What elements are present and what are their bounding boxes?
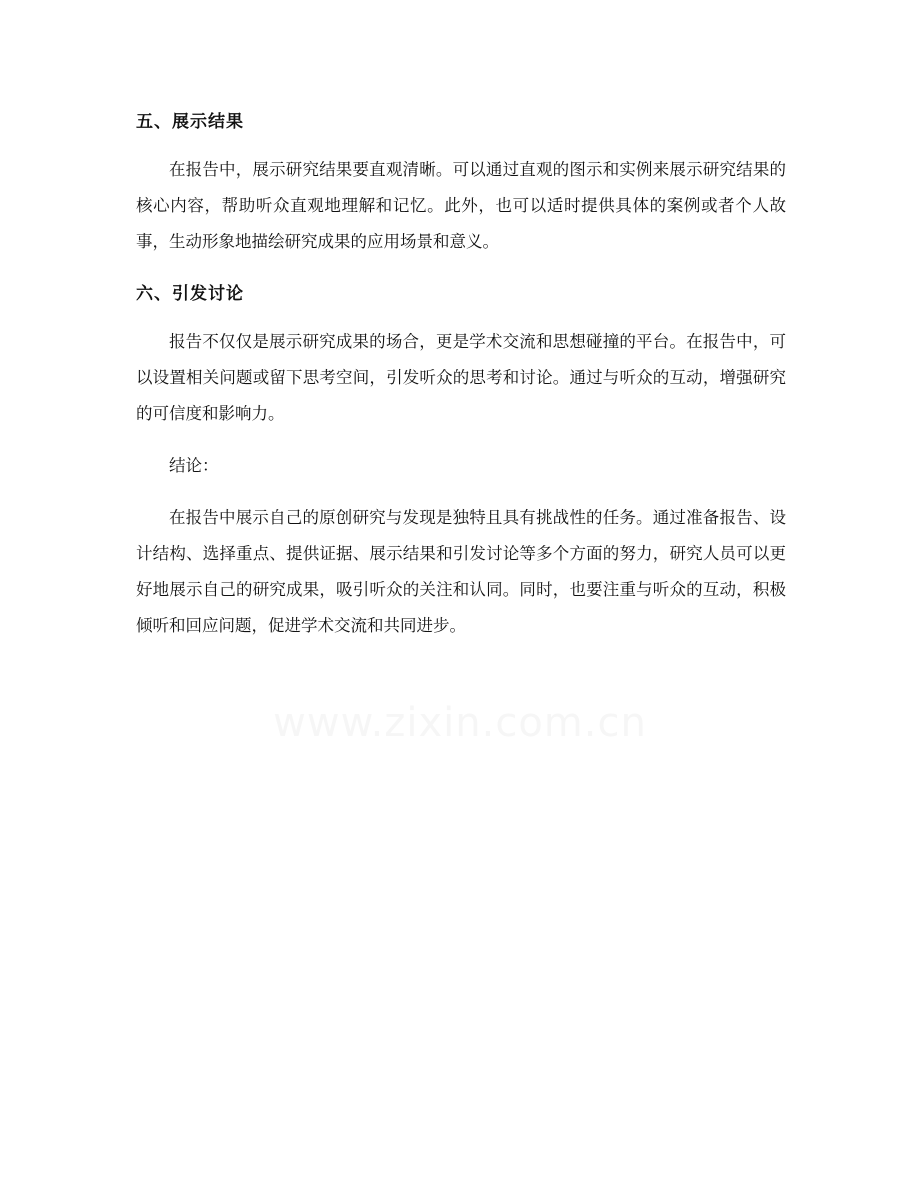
- conclusion-label: 结论：: [169, 456, 219, 475]
- section-heading-results: 五、展示结果: [136, 112, 244, 132]
- watermark: www.zixin.com.cn: [273, 700, 647, 746]
- conclusion-paragraph: 在报告中展示自己的原创研究与发现是独特且具有挑战性的任务。通过准备报告、设计结构、选择重点、提供证据、展示结果和引发讨论等多个方面的努力，研究人员可以更好地展示自己的研究成果，吸引听众的关注和认同。同时，也要注重与听众的互动，积极倾听和回应问题，促进学术交流和共同进步。: [136, 508, 786, 635]
- document-body: [136, 104, 786, 660]
- section-paragraph-results: 在报告中，展示研究结果要直观清晰。可以通过直观的图示和实例来展示研究结果的核心内容，帮助听众直观地理解和记忆。此外，也可以适时提供具体的案例或者个人故事，生动形象地描绘研究成果的应用场景和意义。: [136, 160, 786, 251]
- section-heading-discussion: 六、引发讨论: [136, 284, 244, 304]
- section-paragraph-discussion: 报告不仅仅是展示研究成果的场合，更是学术交流和思想碰撞的平台。在报告中，可以设置相关问题或留下思考空间，引发听众的思考和讨论。通过与听众的互动，增强研究的可信度和影响力。: [136, 332, 786, 423]
